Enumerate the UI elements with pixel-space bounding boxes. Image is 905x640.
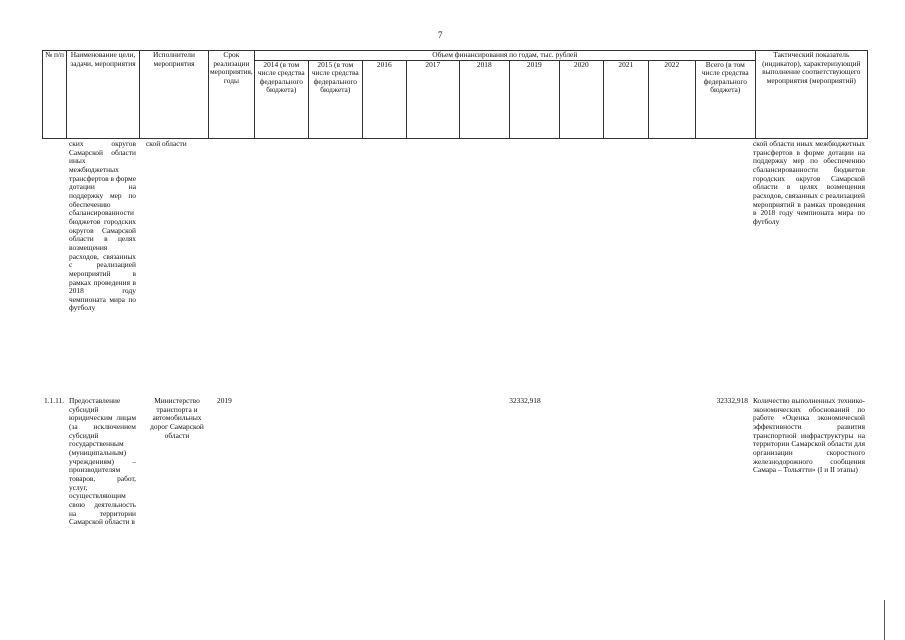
page-number: 7 bbox=[438, 30, 443, 40]
header-total: Всего (в том числе средства федерального бюджета) bbox=[695, 60, 755, 138]
header-name: Наименование цели, задачи, мероприятия bbox=[67, 51, 140, 139]
header-indicator: Тактический показатель (индикатор), характеризующий выполнение соответствующего мероприятия (мероприятий) bbox=[755, 51, 867, 139]
row1-name: ских округов Самарской области иных межбюджетных трансфертов в форме дотации на поддержку мер по обеспечению сбалансированности бюджетов городских округов Самарской области в целях возмещения расходов, связанных с реализацией мероприятий в рамках проведения в 2018 году чемпионата мира по футболу bbox=[69, 139, 136, 313]
scan-edge-line bbox=[884, 600, 885, 640]
header-2019: 2019 bbox=[509, 60, 559, 138]
financing-table-header bbox=[42, 50, 868, 139]
header-term: Срок реализации мероприятия, годы bbox=[209, 51, 255, 139]
row2-total: 32332,918 bbox=[716, 396, 748, 405]
header-2014: 2014 (в том числе средства федерального бюджета) bbox=[254, 60, 308, 138]
row2-executor: Министерство транспорта и автомобильных дорог Самарской области bbox=[150, 396, 204, 440]
header-2022: 2022 bbox=[648, 60, 695, 138]
row2-2019: 32332,918 bbox=[509, 396, 541, 405]
row2-name: Предоставление субсидий юридическим лицам (за исключением субсидий государственным (муниципальным) учреждениям) – производителям товаров, работ, услуг, осуществляющим свою деятельность на территории Самарской области в bbox=[69, 396, 136, 527]
header-executors: Исполнители мероприятия bbox=[140, 51, 209, 139]
row2-indicator: Количество выполненных технико-экономических обоснований по работе «Оценка экономической эффективности развития транспортной инфраструктуры на территории Самарской области для организации скоростного железнодорожного сообщения Самара – Тольятти» (I и II этапы) bbox=[753, 396, 865, 475]
row1-indicator: ской области иных межбюджетных трансфертов в форме дотации на поддержку мер по обеспечению сбалансированности бюджетов городских округов Самарской области в целях возмещения расходов, связанных с реализацией мероприятий в рамках проведения в 2018 году чемпионата мира по футболу bbox=[753, 139, 865, 226]
header-financing: Объем финансирования по годам, тыс. рублей bbox=[254, 51, 755, 61]
header-num: № п/п bbox=[43, 51, 67, 139]
row2-term: 2019 bbox=[217, 396, 232, 405]
row2-num: 1.1.11. bbox=[44, 396, 65, 405]
header-2021: 2021 bbox=[603, 60, 648, 138]
header-2020: 2020 bbox=[559, 60, 603, 138]
header-2015: 2015 (в том числе средства федерального бюджета) bbox=[308, 60, 362, 138]
header-2017: 2017 bbox=[406, 60, 459, 138]
row1-executor: ской области bbox=[146, 139, 187, 148]
header-2018: 2018 bbox=[459, 60, 509, 138]
header-2016: 2016 bbox=[362, 60, 406, 138]
